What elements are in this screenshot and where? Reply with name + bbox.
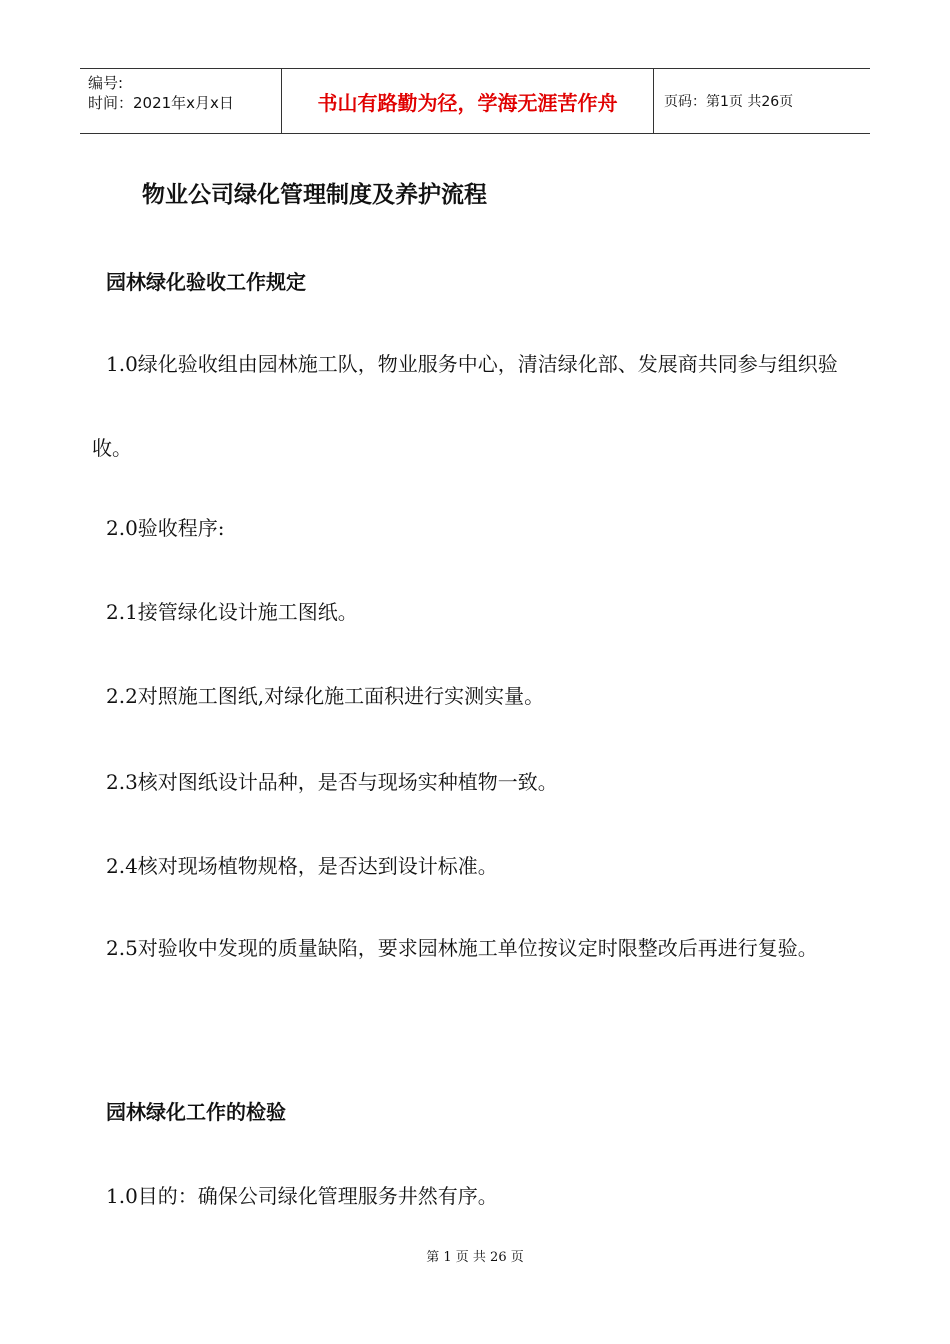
- header-motto: 书山有路勤为径，学海无涯苦作舟: [282, 69, 654, 133]
- paragraph: 1.0目的：确保公司绿化管理服务井然有序。: [106, 1184, 498, 1208]
- page-footer: 第 1 页 共 26 页: [426, 1250, 524, 1265]
- document-title: 物业公司绿化管理制度及养护流程: [142, 182, 487, 208]
- section-heading-inspection: 园林绿化工作的检验: [106, 1100, 286, 1124]
- paragraph: 2.0验收程序:: [106, 516, 225, 540]
- section-heading-acceptance: 园林绿化验收工作规定: [106, 270, 306, 294]
- paragraph: 2.5对验收中发现的质量缺陷，要求园林施工单位按议定时限整改后再进行复验。: [106, 936, 818, 960]
- header-page-info: 页码：第1页 共26页: [664, 94, 794, 110]
- paragraph: 2.3核对图纸设计品种，是否与现场实种植物一致。: [106, 770, 558, 794]
- time-label: 时间：2021年x月x日: [88, 94, 234, 112]
- paragraph: 2.4核对现场植物规格，是否达到设计标准。: [106, 854, 498, 878]
- number-label: 编号:: [88, 74, 124, 92]
- paragraph: 2.2对照施工图纸,对绿化施工面积进行实测实量。: [106, 684, 545, 708]
- paragraph: 1.0绿化验收组由园林施工队，物业服务中心，清洁绿化部、发展商共同参与组织验收。: [92, 352, 838, 460]
- paragraph: 2.1接管绿化设计施工图纸。: [106, 600, 358, 624]
- page-header: [80, 68, 870, 134]
- header-meta: [80, 69, 282, 133]
